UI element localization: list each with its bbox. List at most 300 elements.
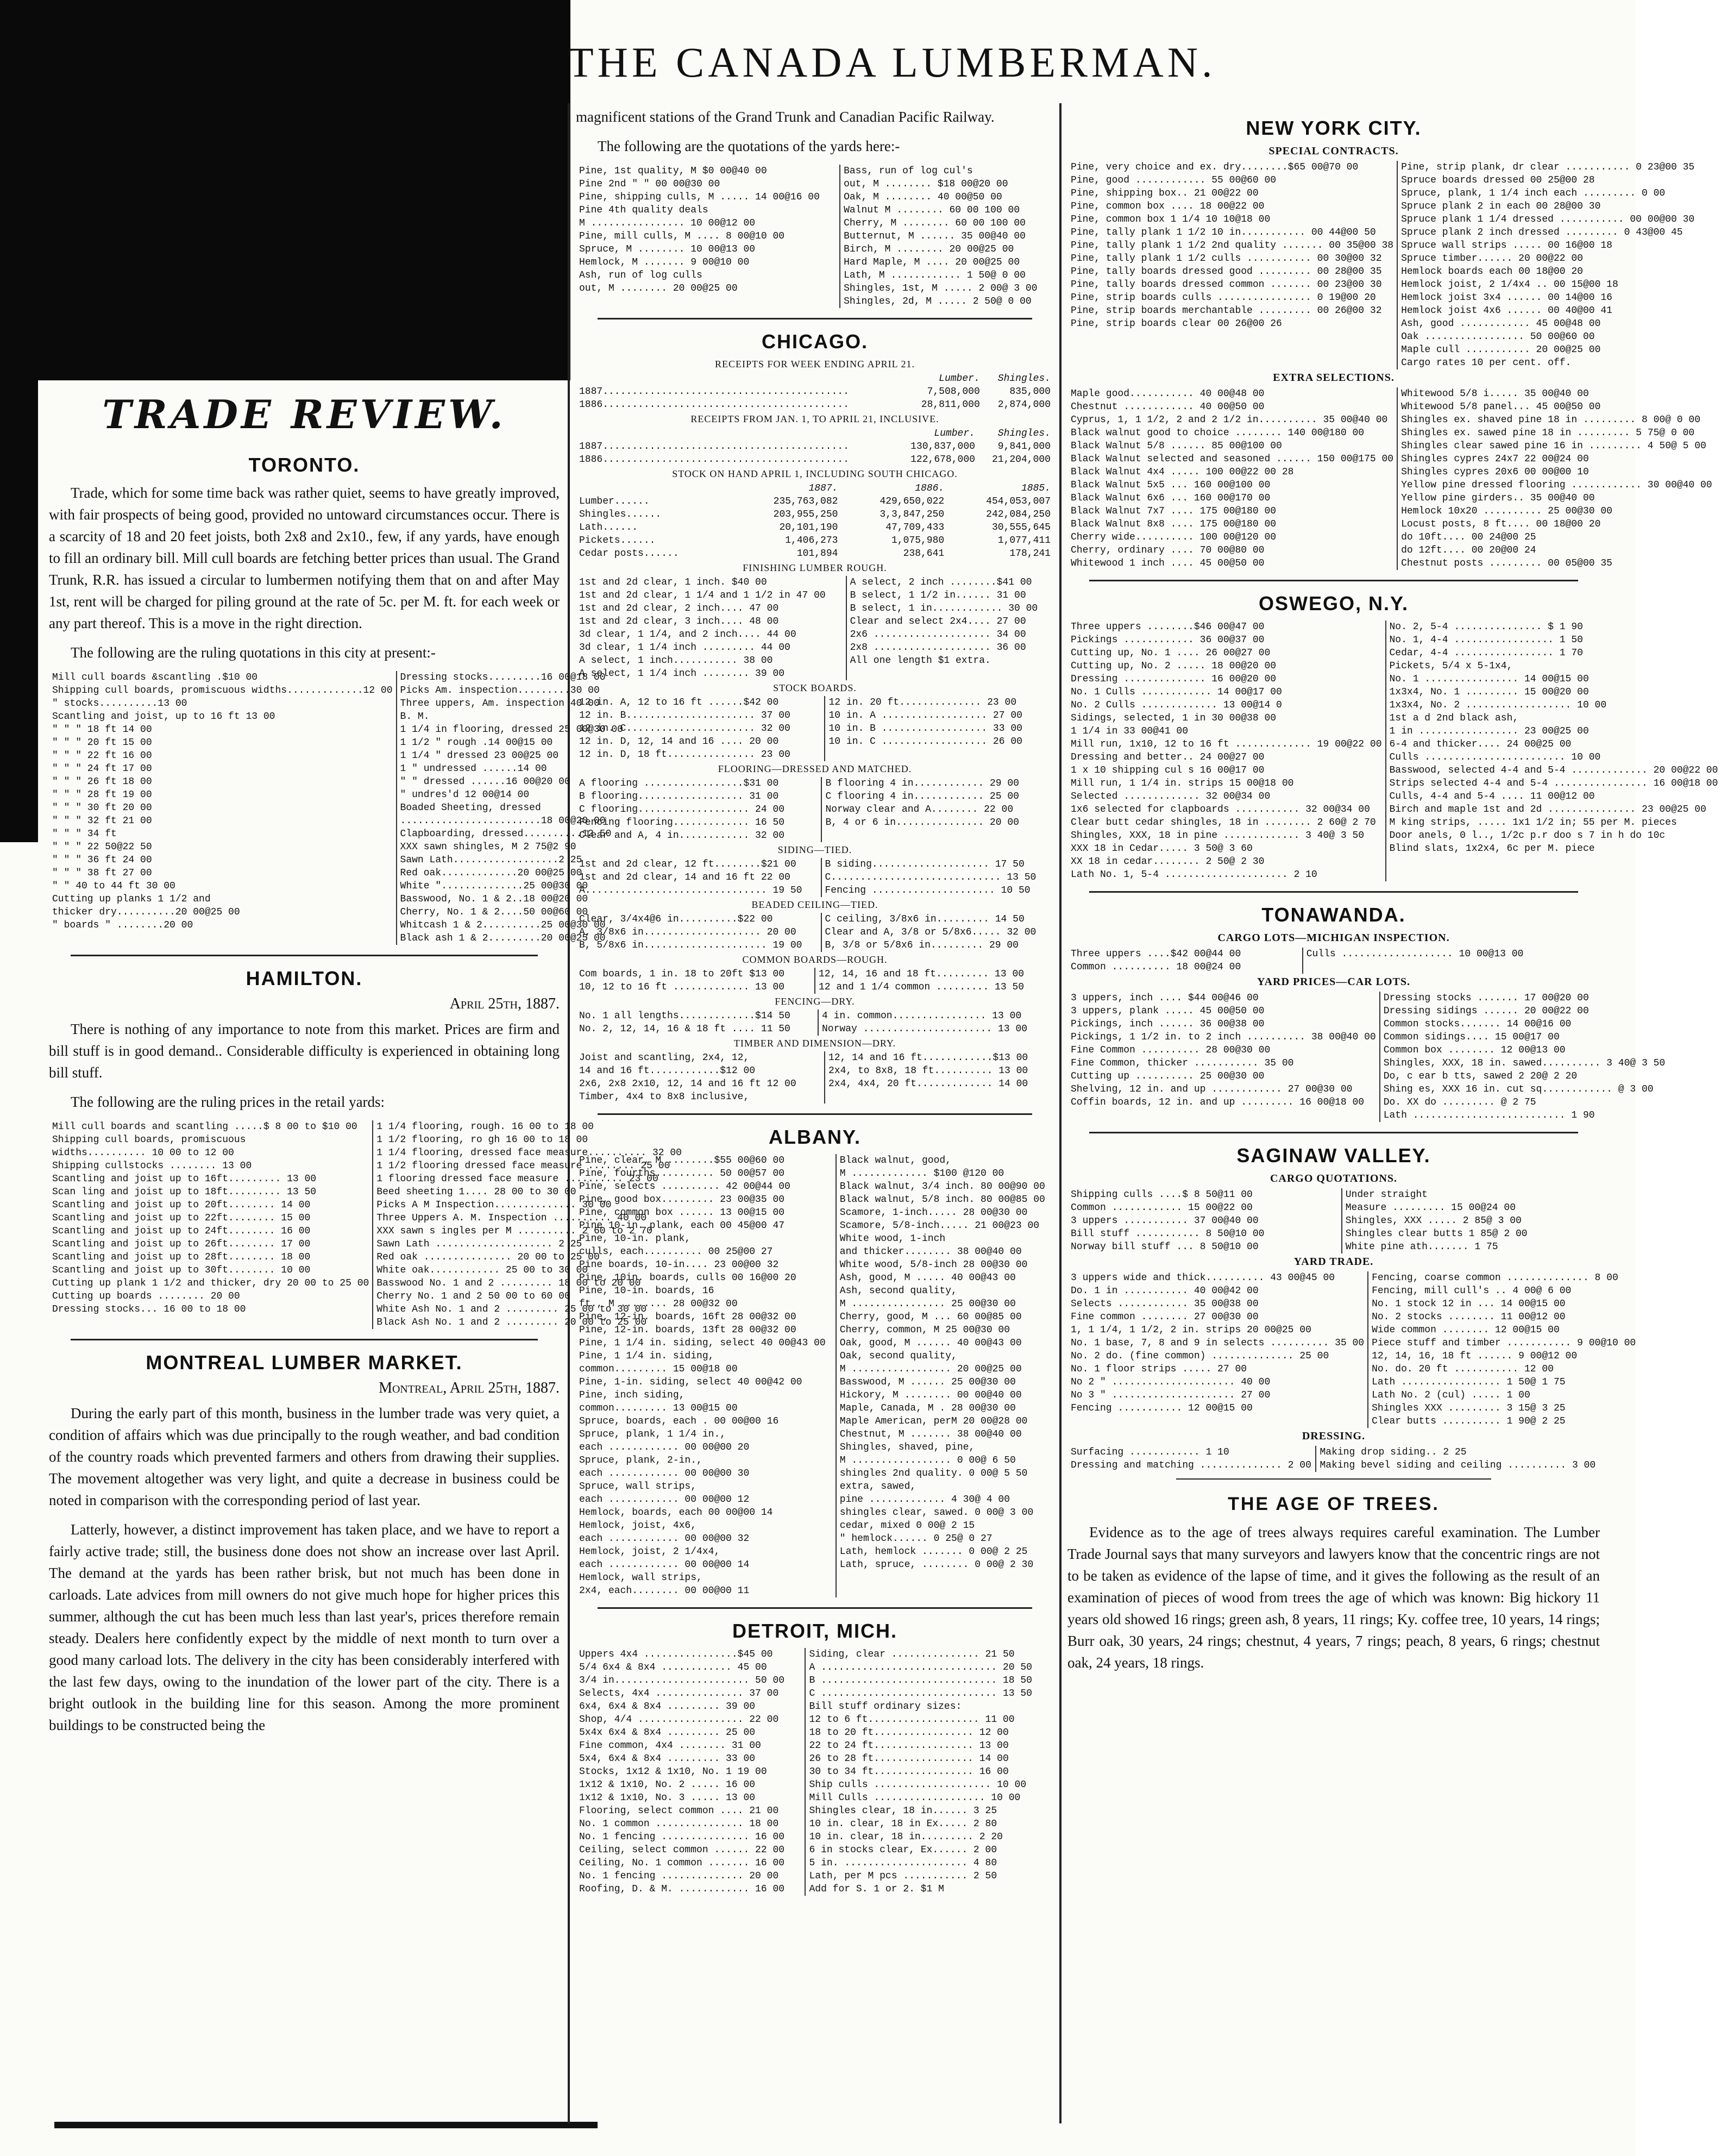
- quotation-cell: Pine, 12-in. boards, 16ft 28 00@32 00: [579, 1312, 796, 1323]
- saginaw-yard-table: [1067, 1271, 1639, 1428]
- quotation-row: [576, 1376, 1054, 1389]
- quotation-cell: A .............................. 20 50: [805, 1661, 1054, 1674]
- chicago-ceiling-heading: BEADED CEILING—TIED.: [751, 899, 878, 910]
- quotation-cell: 429,650,022: [880, 496, 945, 507]
- quotation-cell: Pickings, 1 1/2 in. to 2 inch .......... 38 00@40 00: [1071, 1032, 1376, 1043]
- quotation-row: [576, 243, 1054, 256]
- hamilton-heading: HAMILTON.: [246, 967, 363, 989]
- column-divider: [568, 103, 570, 2123]
- quotation-row: [576, 1324, 1054, 1337]
- quotation-cell: Pickings, inch ...... 36 00@38 00: [1071, 1019, 1265, 1030]
- quotation-cell: Shingles, XXX ..... 2 85@ 3 00: [1342, 1214, 1600, 1227]
- quotation-cell: Door anels, 0 l.., 1/2c p.r doo s 7 in h do 10c: [1386, 829, 1721, 842]
- quotation-cell: Black Ash No. 1 and 2 ......... 20 00 to 25 00: [373, 1316, 685, 1329]
- quotation-cell: " undres'd 12 00@14 00: [397, 788, 626, 801]
- quotation-cell: Spruce plank 1 1/4 dressed ........... 00 00@00 30: [1397, 213, 1698, 226]
- quotation-cell: M ............. $100 @120 00: [836, 1167, 1054, 1180]
- quotation-cell: Boaded Sheeting, dressed: [397, 801, 626, 814]
- quotation-cell: Scantling and joist up to 28ft........ 18 00: [52, 1252, 311, 1263]
- quotation-cell: " " " 28 ft 19 00: [52, 789, 152, 800]
- quotation-cell: A select, 1 1/4 inch ........ 39 00: [579, 668, 785, 679]
- quotation-cell: Lath, M ............ 1 50@ 0 00: [840, 269, 1054, 282]
- quotation-row: [576, 641, 1054, 654]
- quotation-row: [1067, 1031, 1668, 1044]
- quotation-cell: 1x6 selected for clapboards ........... 32 00@34 00: [1071, 804, 1370, 815]
- quotation-row: [49, 841, 626, 854]
- quotation-cell: Pine, 1 1/4 in. siding, select 40 00@43 00: [579, 1338, 826, 1349]
- quotation-row: [576, 256, 1054, 269]
- section-rule: [598, 1113, 1032, 1115]
- quotation-cell: Cutting up boards ........ 20 00: [52, 1291, 240, 1302]
- quotation-cell: 835,000: [1009, 386, 1051, 397]
- quotation-row: [1067, 1402, 1639, 1415]
- quotation-cell: Mill run, 1x10, 12 to 16 ft ............. 19 00@22 00: [1071, 739, 1382, 750]
- chicago-finishing-table: [576, 576, 1054, 680]
- quotation-cell: Ceiling, No. 1 common ....... 16 00: [579, 1858, 785, 1869]
- quotation-cell: [1386, 868, 1721, 881]
- quotation-cell: Ash, run of log culls: [579, 270, 702, 281]
- quotation-cell: " stocks..........13 00: [52, 698, 187, 709]
- quotation-cell: Sawn Lath .................... 2 25: [373, 1238, 685, 1251]
- quotation-cell: Pine, fourths.......... 50 00@57 00: [579, 1168, 785, 1179]
- quotation-cell: 1x3x4, No. 1 ......... 15 00@20 00: [1386, 686, 1721, 699]
- quotation-cell: Dressing stocks ....... 17 00@20 00: [1380, 992, 1668, 1005]
- quotation-row: [1067, 317, 1698, 330]
- quotation-row: [1067, 187, 1698, 200]
- quotation-row: [576, 204, 1054, 217]
- quotation-cell: " " 40 to 44 ft 30 00: [52, 881, 175, 892]
- quotation-cell: Spruce, boards, each . 00 00@00 16: [579, 1416, 779, 1427]
- quotation-cell: Black walnut, 3/4 inch. 80 00@90 00: [836, 1180, 1054, 1193]
- column-header: [576, 482, 735, 495]
- quotation-cell: Cherry wide.......... 100 00@120 00: [1071, 532, 1277, 543]
- quotation-row: [576, 1558, 1054, 1571]
- quotation-cell: 1 1/4 " dressed 23 00@25 00: [397, 749, 626, 762]
- quotation-row: [576, 191, 1054, 204]
- quotation-cell: Hemlock, M ....... 9 00@10 00: [579, 257, 750, 268]
- quotation-cell: Do, c ear b tts, sawed 2 20@ 2 20: [1380, 1070, 1668, 1083]
- quotation-cell: Hemlock, wall strips,: [579, 1572, 702, 1583]
- quotation-cell: Making drop siding.. 2 25: [1316, 1446, 1600, 1459]
- quotation-cell: B select, 1 1/2 in...... 31 00: [846, 589, 1054, 602]
- chicago-flooring-table: [576, 777, 1054, 842]
- quotation-cell: 1 flooring dressed face measure .......... 23 00: [373, 1173, 685, 1186]
- quotation-cell: [825, 1090, 1054, 1104]
- quotation-cell: Oak, good, M ...... 40 00@43 00: [836, 1337, 1054, 1350]
- quotation-cell: Cherry, good, M ... 60 00@85 00: [836, 1311, 1054, 1324]
- quotation-cell: Pickings ............ 36 00@37 00: [1071, 635, 1265, 645]
- quotation-row: [49, 801, 626, 814]
- quotation-cell: Wide common ........ 12 00@15 00: [1368, 1324, 1639, 1337]
- quotation-cell: [846, 667, 1054, 680]
- column-header: 1887.: [808, 483, 838, 494]
- quotation-row: [1067, 330, 1698, 343]
- quotation-row: [576, 547, 1054, 560]
- detroit-quotations: [576, 1648, 1054, 1896]
- column-3: [1067, 106, 1718, 2129]
- column-2: [576, 106, 1054, 2129]
- quotation-cell: Lath......: [579, 522, 638, 533]
- chicago-flooring-heading: FLOORING—DRESSED AND MATCHED.: [718, 763, 912, 774]
- quotation-cell: White pine ath....... 1 75: [1342, 1240, 1600, 1254]
- quotation-cell: Shop, 4/4 .................. 22 00: [579, 1714, 779, 1725]
- quotation-cell: Whitewood 5/8 i..... 35 00@40 00: [1397, 387, 1716, 400]
- quotation-cell: Hemlock joist 4x6 ...... 00 40@00 41: [1397, 304, 1698, 317]
- montreal-quotations: [576, 165, 1054, 308]
- quotation-cell: 18 to 20 ft................. 12 00: [805, 1726, 1054, 1739]
- quotation-cell: M ................ 25 00@30 00: [836, 1298, 1054, 1311]
- column-header: 1885.: [1021, 483, 1051, 494]
- quotation-cell: Bill stuff ........... 8 50@10 00: [1071, 1229, 1265, 1239]
- quotation-cell: 1 1/2 flooring dressed face measure ........ 25 00: [373, 1160, 685, 1173]
- quotation-cell: Red oak.............20 00@25 00: [397, 867, 626, 880]
- quotation-cell: Pine, 12-in. boards, 13ft 28 00@32 00: [579, 1325, 796, 1336]
- chicago-stock-table: [576, 482, 1054, 560]
- quotation-cell: Strips selected 4-4 and 5-4 ................ 16 00@18 00: [1386, 777, 1721, 790]
- quotation-cell: 178,241: [1009, 548, 1051, 559]
- chicago-timber-table: [576, 1051, 1054, 1104]
- quotation-cell: Hickory, M ........ 00 00@40 00: [836, 1389, 1054, 1402]
- quotation-row: [1067, 531, 1716, 544]
- quotation-cell: Pine, tally plank 1 1/2 10 in........... 00 44@00 50: [1071, 227, 1376, 238]
- quotation-row: [576, 1870, 1054, 1883]
- quotation-row: [1067, 356, 1698, 369]
- quotation-cell: Lumber......: [579, 496, 650, 507]
- quotation-cell: Whitewood 5/8 panel... 45 00@50 00: [1397, 400, 1716, 413]
- table-header-row: [576, 427, 1054, 440]
- quotation-cell: 238,641: [903, 548, 945, 559]
- quotation-cell: Ceiling, select common ...... 22 00: [579, 1845, 785, 1856]
- quotation-row: [576, 1545, 1054, 1558]
- quotation-cell: Hemlock, joist, 2 1/4x4,: [579, 1546, 720, 1557]
- quotation-cell: 2,874,000: [997, 399, 1051, 410]
- quotation-cell: Pickets, 5/4 x 5-1x4,: [1386, 660, 1721, 673]
- chicago-timber-heading: TIMBER AND DIMENSION—DRY.: [733, 1038, 896, 1049]
- montreal-quotations-intro: The following are the quotations of the yards here:-: [598, 138, 900, 154]
- quotation-row: [576, 968, 1054, 981]
- quotation-cell: Cherry, common, M 25 00@30 00: [836, 1324, 1054, 1337]
- quotation-cell: Clear and A, 4 in............ 32 00: [579, 830, 785, 841]
- quotation-cell: Fine common, 4x4 ........ 31 00: [579, 1740, 761, 1751]
- quotation-row: [576, 1010, 1054, 1023]
- quotation-row: [576, 1064, 1054, 1077]
- column-header: Shingles.: [997, 428, 1051, 439]
- age-of-trees-paragraph: Evidence as to the age of trees always requires careful examination. The Lumber Trade Journal says that many surveyors and lawyers know that the concentric rings are not to be taken as evidence of the lapse of time, and it gives the following as the result of an examination of pieces of wood from trees the age of which was known: Big hickory 11 years old showed 16 rings; green ash, 8 years, 11 rings; Ky. coffee tree, 10 years, 14 rings; Burr oak, 30 years, 24 rings; chestnut, 4 years, 7 rings; peach, 8 years, 6 rings; chestnut oak, 24 years, 18 rings.: [1067, 1524, 1600, 1671]
- quotation-cell: Add for S. 1 or 2. $1 M: [805, 1883, 1054, 1896]
- quotation-cell: [821, 829, 1054, 842]
- quotation-cell: B, 4 or 6 in............... 20 00: [821, 816, 1054, 829]
- chicago-stock-heading: STOCK ON HAND APRIL 1, INCLUDING SOUTH CHICAGO.: [672, 468, 958, 479]
- quotation-cell: No 3 " ..................... 27 00: [1071, 1390, 1271, 1401]
- quotation-row: [1067, 505, 1716, 518]
- quotation-row: [576, 165, 1054, 178]
- quotation-cell: No. 1 common ............... 18 00: [579, 1819, 779, 1829]
- quotation-cell: 10, 12 to 16 ft ............. 13 00: [579, 982, 785, 993]
- quotation-cell: Lath ................. 1 50@ 1 75: [1368, 1376, 1639, 1389]
- quotation-cell: 6x4, 6x4 & 8x4 ......... 39 00: [579, 1701, 756, 1712]
- quotation-cell: Pine, 1 1/4 in. siding,: [579, 1351, 714, 1362]
- quotation-cell: Pine, common box ...... 13 00@15 00: [579, 1207, 785, 1218]
- quotation-row: [1067, 453, 1716, 466]
- quotation-row: [576, 1219, 1054, 1232]
- quotation-cell: No. 2 do. (fine common) .............. 25 00: [1071, 1351, 1329, 1362]
- quotation-cell: Shingles cypres 20x6 00 00@00 10: [1397, 466, 1716, 479]
- quotation-row: [1067, 712, 1721, 725]
- quotation-row: [576, 495, 1054, 508]
- quotation-cell: Fine Common .......... 28 00@30 00: [1071, 1045, 1271, 1056]
- quotation-row: [576, 1804, 1054, 1817]
- newyork-heading: NEW YORK CITY.: [1246, 117, 1422, 139]
- saginaw-dressing-table: [1067, 1446, 1600, 1472]
- quotation-row: [1067, 557, 1716, 570]
- quotation-row: [576, 790, 1054, 803]
- quotation-cell: White Ash No. 1 and 2 ......... 25 00 to 30 00: [373, 1303, 685, 1316]
- quotation-row: [576, 735, 1054, 748]
- quotation-row: [576, 1713, 1054, 1726]
- quotation-row: [1067, 343, 1698, 356]
- quotation-cell: C flooring 4 in............ 25 00: [821, 790, 1054, 803]
- quotation-cell: 235,763,082: [773, 496, 838, 507]
- toronto-intro: The following are the ruling quotations in this city at present:-: [71, 644, 436, 661]
- quotation-cell: 1st and 2d clear, 1 inch. $40 00: [579, 577, 767, 588]
- quotation-row: [576, 1765, 1054, 1778]
- quotation-cell: common......... 15 00@18 00: [579, 1364, 738, 1375]
- quotation-cell: 122,678,000: [910, 454, 975, 465]
- quotation-row: [576, 1584, 1054, 1597]
- section-rule: [1089, 1132, 1578, 1133]
- quotation-cell: Shingles cypres 24x7 22 00@24 00: [1397, 453, 1716, 466]
- quotation-cell: Uppers 4x4 ................$45 00: [579, 1649, 773, 1660]
- quotation-cell: Scantling and joist, up to 16 ft 13 00: [52, 711, 275, 722]
- quotation-cell: Hemlock, boards, each 00 00@00 14: [579, 1507, 773, 1518]
- quotation-row: [576, 1661, 1054, 1674]
- quotation-row: [1067, 265, 1698, 278]
- quotation-cell: " " " 22 50@22 50: [52, 842, 152, 853]
- quotation-cell: " " " 30 ft 20 00: [52, 803, 152, 813]
- quotation-row: [576, 1441, 1054, 1454]
- quotation-cell: XX 18 in cedar........ 2 50@ 2 30: [1071, 856, 1265, 867]
- quotation-cell: [1303, 961, 1600, 974]
- quotation-cell: Pine, strip boards clear 00 26@00 26: [1071, 318, 1282, 329]
- quotation-cell: Norway clear and A........ 22 00: [821, 803, 1054, 816]
- saginaw-yard-heading: YARD TRADE.: [1293, 1256, 1374, 1268]
- quotation-cell: 1 1/4 flooring, rough. 16 00 to 18 00: [373, 1120, 685, 1133]
- quotation-cell: Maple good........... 40 00@48 00: [1071, 388, 1265, 399]
- quotation-cell: No. 2, 5-4 ............... $ 1 90: [1386, 621, 1721, 634]
- quotation-row: [576, 1363, 1054, 1376]
- quotation-cell: Birch and maple 1st and 2d ............... 23 00@25 00: [1386, 803, 1721, 816]
- quotation-row: [1067, 1005, 1668, 1018]
- quotation-row: [49, 893, 626, 906]
- quotation-cell: 1st a d 2nd black ash,: [1386, 712, 1721, 725]
- quotation-cell: Hemlock 10x20 .......... 25 00@30 00: [1397, 505, 1716, 518]
- quotation-cell: shingles clear, sawed. 0 00@ 3 00: [836, 1506, 1054, 1519]
- black-scan-margin: [0, 0, 570, 380]
- quotation-row: [1067, 699, 1721, 712]
- quotation-row: [576, 1726, 1054, 1739]
- quotation-cell: Hemlock joist 3x4 ...... 00 14@00 16: [1397, 291, 1698, 304]
- quotation-cell: Picks A M Inspection.............. 30 00: [373, 1199, 685, 1212]
- quotation-cell: Common stocks....... 14 00@16 00: [1380, 1018, 1668, 1031]
- quotation-cell: out, M ........ $18 00@20 00: [840, 178, 1054, 191]
- section-rule: [71, 955, 538, 956]
- quotation-cell: Spruce, plank, 1 1/4 in.,: [579, 1429, 726, 1440]
- quotation-cell: Black ash 1 & 2.........20 00@25 00: [397, 932, 626, 945]
- quotation-cell: B flooring.................. 31 00: [579, 791, 779, 802]
- quotation-cell: Basswood, M ...... 25 00@30 00: [836, 1376, 1054, 1389]
- quotation-cell: Shingles ex. shaved pine 18 in ......... 8 00@ 0 00: [1397, 413, 1716, 427]
- quotation-cell: Shingles clear sawed pine 16 in ......... 4 50@ 5 00: [1397, 440, 1716, 453]
- quotation-row: [1067, 400, 1716, 413]
- quotation-cell: 3 uppers ........... 37 00@40 00: [1071, 1215, 1259, 1226]
- quotation-row: [576, 1258, 1054, 1271]
- quotation-row: [576, 1467, 1054, 1480]
- quotation-row: [576, 628, 1054, 641]
- quotation-cell: 47,709,433: [885, 522, 945, 533]
- quotation-cell: Scantling and joist up to 16ft......... 13 00: [52, 1174, 317, 1184]
- quotation-row: [576, 1674, 1054, 1687]
- quotation-cell: 14 and 16 ft............$12 00: [579, 1066, 756, 1076]
- quotation-cell: Coffin boards, 12 in. and up ......... 16 00@18 00: [1071, 1097, 1365, 1108]
- quotation-cell: Butternut, M ...... 35 00@40 00: [840, 230, 1054, 243]
- quotation-cell: Sawn Lath..................2 25: [397, 854, 626, 867]
- quotation-cell: 10 in. A .................. 27 00: [825, 709, 1054, 722]
- quotation-cell: Stocks, 1x12 & 1x10, No. 1 19 00: [579, 1766, 767, 1777]
- quotation-cell: each ............ 00 00@00 12: [579, 1494, 750, 1505]
- table-header-row: [576, 482, 1054, 495]
- quotation-cell: 2x6, 2x8 2x10, 12, 14 and 16 ft 12 00: [579, 1079, 796, 1089]
- quotation-cell: Hemlock boards each 00 18@00 20: [1397, 265, 1698, 278]
- quotation-cell: Chestnut, M ....... 38 00@40 00: [836, 1428, 1054, 1441]
- quotation-cell: Scamore, 1-inch..... 28 00@30 00: [836, 1206, 1054, 1219]
- quotation-cell: 1 1/4 in 33 00@41 00: [1071, 726, 1189, 737]
- quotation-cell: No. 2 Culls ............. 13 00@14 0: [1071, 700, 1282, 711]
- section-rule: [71, 1339, 538, 1340]
- quotation-cell: Pine, common box .... 18 00@22 00: [1071, 201, 1265, 212]
- quotation-cell: Norway bill stuff ... 8 50@10 00: [1071, 1242, 1259, 1252]
- tonawanda-heading: TONAWANDA.: [1261, 904, 1406, 926]
- quotation-cell: Lath No. 1, 5-4 ..................... 2 10: [1071, 869, 1317, 880]
- quotation-cell: cedar, mixed 0 00@ 2 15: [836, 1519, 1054, 1532]
- quotation-cell: Black walnut, 5/8 inch. 80 00@85 00: [836, 1193, 1054, 1206]
- oswego-quotations: [1067, 621, 1721, 881]
- quotation-cell: 1,406,273: [785, 535, 838, 546]
- quotation-cell: 1,077,411: [997, 535, 1051, 546]
- quotation-cell: 1x3x4, No. 2 .................. 10 00: [1386, 699, 1721, 712]
- quotation-cell: Shipping cull boards, promiscuous: [52, 1135, 246, 1145]
- chicago-finishing-heading: FINISHING LUMBER ROUGH.: [743, 562, 887, 573]
- quotation-row: [576, 884, 1054, 897]
- quotation-cell: Clear and A, 3/8 or 5/8x6..... 32 00: [821, 926, 1054, 939]
- quotation-cell: Fencing, mill cull's .. 4 00@ 6 00: [1368, 1284, 1639, 1298]
- albany-heading: ALBANY.: [768, 1126, 861, 1148]
- quotation-cell: Black Walnut 8x8 .... 175 00@180 00: [1071, 519, 1277, 530]
- quotation-cell: Pine, common box 1 1/4 10 10@18 00: [1071, 214, 1271, 225]
- quotation-row: [1067, 1070, 1668, 1083]
- saginaw-cargo-heading: CARGO QUOTATIONS.: [1270, 1173, 1398, 1184]
- quotation-cell: 1 " undressed ......14 00: [397, 762, 626, 775]
- quotation-cell: " " " 32 ft 21 00: [52, 816, 152, 826]
- quotation-cell: Do. 1 in ........... 40 00@42 00: [1071, 1286, 1259, 1296]
- quotation-cell: 12, 14, 16 and 18 ft......... 13 00: [815, 968, 1054, 981]
- quotation-cell: Shing es, XXX 16 in. cut sq............ @ 3 00: [1380, 1083, 1668, 1096]
- quotation-cell: Birch, M ........ 20 00@25 00: [840, 243, 1054, 256]
- quotation-cell: No. 1 fencing ............... 16 00: [579, 1832, 785, 1842]
- quotation-cell: Shingles XXX ......... 3 15@ 3 25: [1368, 1402, 1639, 1415]
- quotation-cell: Shingles, 1st, M ..... 2 00@ 3 00: [840, 282, 1054, 295]
- quotation-row: [576, 1271, 1054, 1284]
- quotation-cell: Scantling and joist up to 30ft........ 10 00: [52, 1265, 311, 1276]
- quotation-cell: Spruce timber...... 20 00@22 00: [1397, 252, 1698, 265]
- quotation-cell: B select, 1 in............ 30 00: [846, 602, 1054, 615]
- quotation-row: [1067, 1389, 1639, 1402]
- quotation-cell: Pine 10-in. plank, each 00 45@00 47: [579, 1220, 785, 1231]
- quotation-cell: Locust posts, 8 ft.... 00 18@00 20: [1397, 518, 1716, 531]
- quotation-row: [1067, 174, 1698, 187]
- quotation-cell: [49, 1316, 373, 1329]
- newyork-special-table: [1067, 161, 1698, 369]
- chicago-siding-table: [576, 858, 1054, 897]
- quotation-row: [576, 1193, 1054, 1206]
- quotation-cell: C............................. 13 50: [821, 871, 1054, 884]
- quotation-cell: 1st and 2d clear, 14 and 16 ft 22 00: [579, 872, 790, 883]
- quotation-cell: Sidings, selected, 1 in 30 00@38 00: [1071, 713, 1277, 724]
- quotation-cell: Spruce, plank, 1 1/4 inch each ......... 0 00: [1397, 187, 1698, 200]
- quotation-row: [576, 282, 1054, 295]
- quotation-row: [576, 1298, 1054, 1311]
- quotation-row: [1067, 621, 1721, 634]
- age-of-trees-heading: THE AGE OF TREES.: [1228, 1494, 1440, 1514]
- quotation-row: [1067, 647, 1721, 660]
- quotation-cell: extra, sawed,: [836, 1480, 1054, 1493]
- quotation-row: [576, 816, 1054, 829]
- quotation-row: [576, 230, 1054, 243]
- quotation-row: [1067, 1298, 1639, 1311]
- quotation-cell: Black walnut, good,: [836, 1154, 1054, 1167]
- chicago-receipts-week-table: [576, 372, 1054, 411]
- quotation-cell: Pine, good box......... 23 00@35 00: [579, 1194, 785, 1205]
- quotation-cell: Mill cull boards and scantling .....$ 8 00 to $10 00: [52, 1121, 357, 1132]
- quotation-cell: Dressing sidings ...... 20 00@22 00: [1380, 1005, 1668, 1018]
- quotation-cell: Roofing, D. & M. ............ 16 00: [579, 1884, 785, 1895]
- quotation-row: [576, 1311, 1054, 1324]
- quotation-cell: Pine, shipping box.. 21 00@22 00: [1071, 188, 1259, 199]
- section-rule: [1089, 580, 1578, 581]
- quotation-cell: Three uppers ........$46 00@47 00: [1071, 622, 1265, 632]
- quotation-row: [1067, 829, 1721, 842]
- quotation-row: [1067, 1350, 1639, 1363]
- quotation-cell: Pine, 10in. boards, culls 00 16@00 20: [579, 1273, 796, 1283]
- quotation-row: [576, 217, 1054, 230]
- quotation-cell: " " dressed ......16 00@20 00: [397, 775, 626, 788]
- quotation-cell: Common ............ 15 00@22 00: [1071, 1202, 1253, 1213]
- quotation-row: [576, 829, 1054, 842]
- quotation-cell: Pine, tally boards dressed good ......... 00 28@00 35: [1071, 266, 1382, 277]
- quotation-cell: 1st and 2d clear, 1 1/4 and 1 1/2 in 47 00: [579, 590, 826, 601]
- quotation-cell: Beed sheeting 1.... 28 00 to 30 00: [373, 1186, 685, 1199]
- quotation-row: [576, 589, 1054, 602]
- quotation-row: [1067, 1096, 1668, 1109]
- quotation-cell: Maple cull ........... 20 00@25 00: [1397, 343, 1698, 356]
- column-header: [576, 427, 896, 440]
- quotation-cell: Clear butt cedar shingles, 18 in ........ 2 60@ 2 70: [1071, 817, 1376, 828]
- quotation-cell: pine ............. 4 30@ 4 00: [836, 1493, 1054, 1506]
- quotation-cell: each ............ 00 00@00 30: [579, 1468, 750, 1479]
- quotation-cell: 1x12 & 1x10, No. 2 ..... 16 00: [579, 1779, 756, 1790]
- quotation-cell: 242,084,250: [986, 509, 1051, 520]
- quotation-cell: Lath No. 2 (cul) ..... 1 00: [1368, 1389, 1639, 1402]
- chicago-receipts-week: RECEIPTS FOR WEEK ENDING APRIL 21.: [714, 359, 915, 369]
